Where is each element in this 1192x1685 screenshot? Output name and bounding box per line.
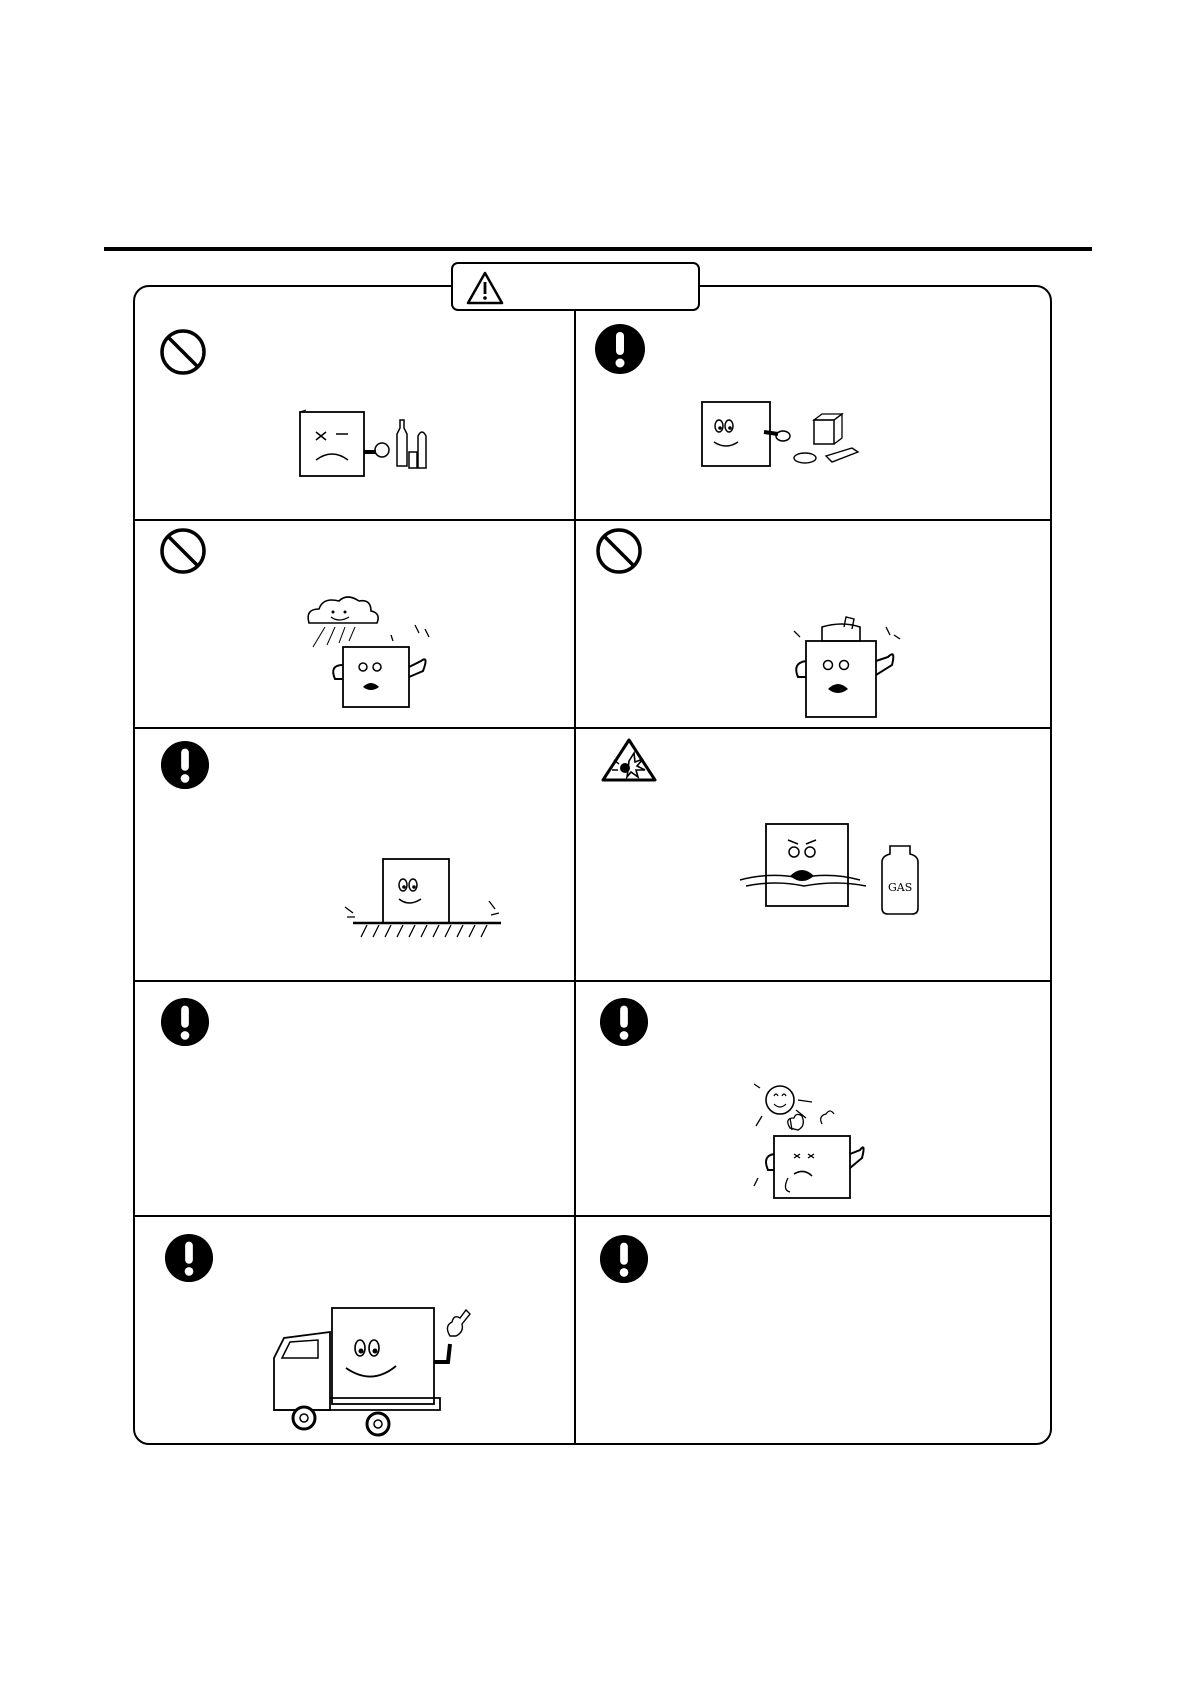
prohibition-icon (159, 328, 207, 376)
row-divider (135, 980, 1050, 982)
column-divider (574, 311, 576, 1443)
appliance-in-rain-illustration (305, 595, 445, 715)
caution-header-tab (451, 262, 700, 311)
mandatory-icon (594, 323, 646, 375)
appliance-in-hot-sun-illustration (750, 1078, 875, 1203)
row-divider (135, 727, 1050, 729)
mandatory-icon (160, 997, 210, 1047)
prohibition-icon (595, 527, 643, 575)
mandatory-icon (160, 740, 210, 790)
appliance-with-object-on-top-illustration (790, 615, 910, 730)
row-divider (135, 1215, 1050, 1217)
appliance-on-truck-illustration (268, 1306, 473, 1440)
prohibition-icon (159, 527, 207, 575)
appliance-refusing-bottles-illustration (298, 410, 438, 480)
explosion-warning-icon (600, 737, 658, 783)
mandatory-icon (599, 1234, 649, 1284)
warning-triangle-icon (465, 270, 505, 306)
mandatory-icon (599, 997, 649, 1047)
mandatory-icon (164, 1233, 214, 1283)
appliance-on-level-floor-illustration (343, 857, 503, 939)
appliance-pointing-at-items-illustration (698, 398, 868, 478)
row-divider (135, 519, 1050, 521)
header-rule (104, 247, 1092, 251)
appliance-near-gas-cylinder-illustration (740, 820, 925, 920)
gas-cylinder-label: GAS (888, 881, 913, 894)
